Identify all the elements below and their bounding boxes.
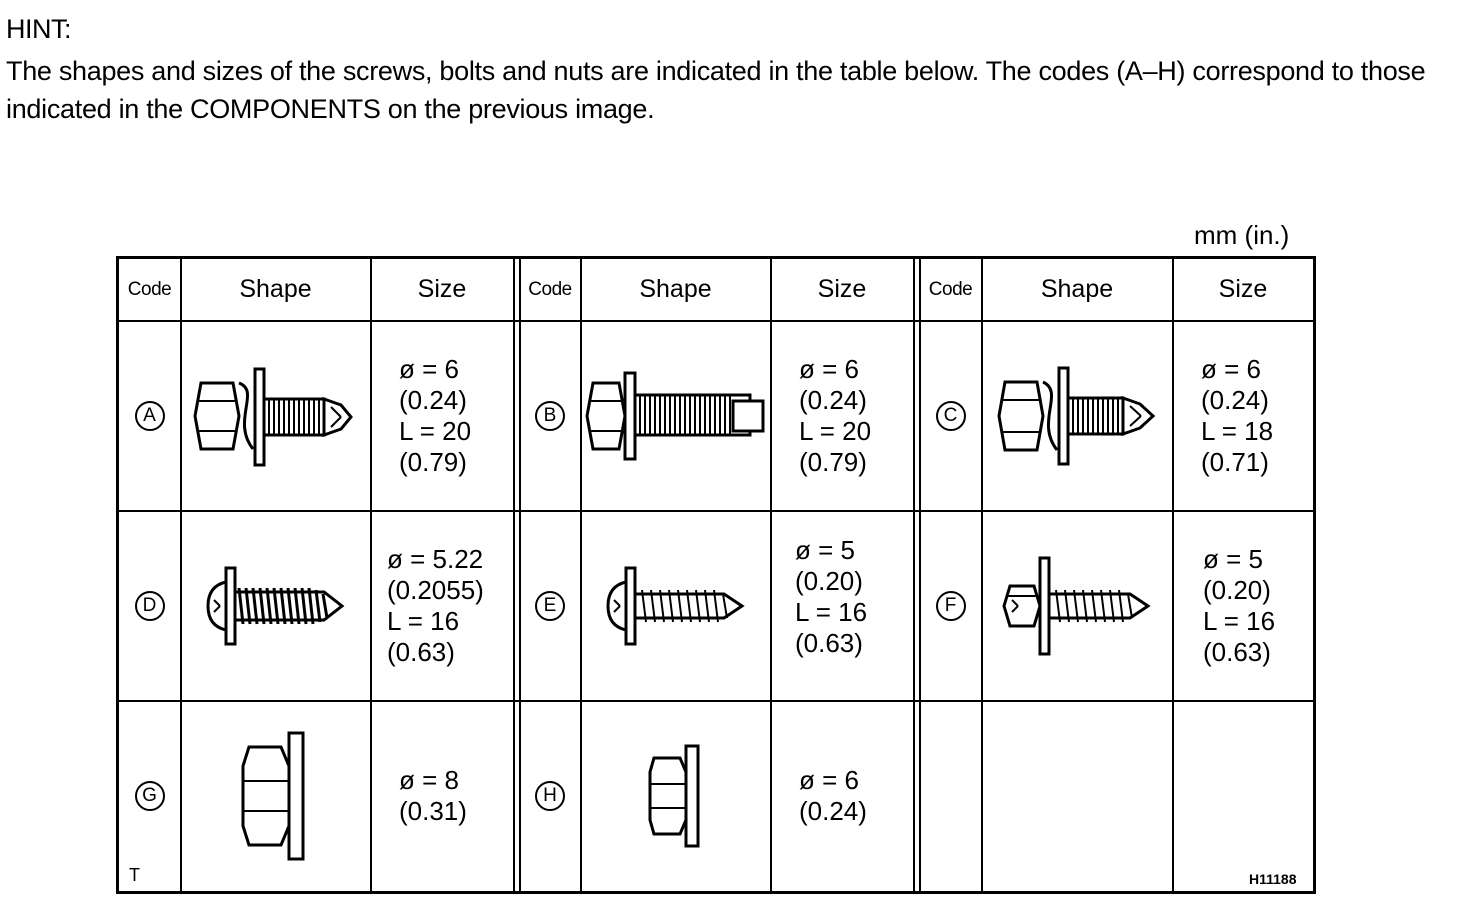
size-d-dia: ø = 5.22: [387, 543, 484, 574]
size-e-dia-in: (0.20): [795, 566, 863, 596]
size-d-len: L = 16: [387, 605, 460, 636]
size-a-dia-in: (0.24): [399, 384, 467, 415]
shape-cell-a: [181, 321, 370, 510]
shape-cell-f: [982, 511, 1172, 700]
shape-cell-c: [982, 321, 1172, 510]
size-a-dia: ø = 6: [399, 353, 459, 384]
size-cell-h: [771, 701, 913, 891]
shape-cell-g: [181, 701, 370, 891]
size-f-dia-in: (0.20): [1203, 574, 1271, 605]
header-size-2: Size: [817, 275, 867, 303]
units-label: mm (in.): [1194, 220, 1290, 250]
size-cell-c: [1173, 321, 1313, 510]
corner-mark: T: [129, 865, 140, 885]
size-f-dia: ø = 5: [1203, 543, 1263, 574]
size-a-len: L = 20: [399, 415, 472, 446]
code-e: E: [535, 591, 565, 621]
size-e-len-in: (0.63): [795, 628, 863, 658]
size-c-len: L = 18: [1201, 415, 1274, 446]
fastener-table: [116, 256, 1316, 894]
size-c-dia: ø = 6: [1201, 353, 1261, 384]
shape-cell-b: [581, 321, 770, 510]
code-cell-c: [920, 321, 981, 510]
code-cell-h: [520, 701, 580, 891]
hex-bolt-spring-washer-self-drilling-icon: [995, 366, 1160, 466]
shape-cell-e: [581, 511, 770, 700]
code-a: A: [135, 401, 165, 431]
size-cell-b: [771, 321, 913, 510]
size-cell-a: [371, 321, 513, 510]
size-e-len: L = 16: [795, 597, 868, 627]
size-h-dia: ø = 6: [799, 765, 859, 795]
size-cell-g: [371, 701, 513, 891]
code-d: D: [135, 591, 165, 621]
code-cell-f: [920, 511, 981, 700]
code-cell-e: [520, 511, 580, 700]
hex-head-tapping-screw-icon: [1002, 556, 1152, 656]
code-c: C: [936, 401, 966, 431]
size-f-len: L = 16: [1203, 605, 1276, 636]
size-g-dia-in: (0.31): [399, 796, 467, 826]
code-f: F: [936, 591, 966, 621]
header-size-3: Size: [1218, 275, 1268, 303]
shape-cell-d: [181, 511, 370, 700]
size-a-len-in: (0.79): [399, 446, 467, 477]
pan-head-tapping-screw-icon: [206, 566, 346, 646]
size-e-dia: ø = 5: [795, 535, 855, 565]
size-h-dia-in: (0.24): [799, 796, 867, 826]
size-cell-e: [771, 511, 913, 700]
size-d-len-in: (0.63): [387, 636, 455, 667]
code-cell-a: [119, 321, 180, 510]
size-c-dia-in: (0.24): [1201, 384, 1269, 415]
header-shape-3: Shape: [1040, 275, 1114, 303]
size-b-len: L = 20: [799, 415, 872, 446]
flange-bolt-icon: [583, 371, 768, 461]
flange-nut-icon: [241, 731, 311, 861]
size-f-len-in: (0.63): [1203, 636, 1271, 667]
hint-title: HINT:: [6, 14, 71, 44]
pan-head-tapping-screw-icon: [606, 566, 746, 646]
code-g: G: [135, 781, 165, 811]
hint-text: The shapes and sizes of the screws, bolts and nuts are indicated in the table below. The codes (A–H) correspond to those indicated in the COMPONENTS on the previous image.: [6, 56, 1426, 124]
header-code-1: Code: [127, 278, 172, 300]
size-cell-d: [371, 511, 513, 700]
size-cell-f: [1173, 511, 1313, 700]
header-size-1: Size: [417, 275, 467, 303]
header-shape-1: Shape: [239, 275, 312, 303]
size-d-dia-in: (0.2055): [387, 574, 484, 605]
code-cell-d: [119, 511, 180, 700]
size-b-dia-in: (0.24): [799, 384, 867, 415]
size-g-dia: ø = 8: [399, 765, 459, 795]
code-cell-b: [520, 321, 580, 510]
flange-nut-icon: [648, 744, 704, 848]
figure-ref: H11188: [1249, 871, 1297, 887]
header-code-2: Code: [528, 278, 572, 300]
shape-cell-h: [581, 701, 770, 891]
code-cell-g: [119, 701, 180, 891]
hex-bolt-spring-washer-self-drilling-icon: [191, 361, 361, 471]
code-b: B: [535, 401, 565, 431]
size-b-dia: ø = 6: [799, 353, 859, 384]
header-shape-2: Shape: [639, 275, 712, 303]
size-c-len-in: (0.71): [1201, 446, 1269, 477]
code-h: H: [535, 781, 565, 811]
size-b-len-in: (0.79): [799, 446, 867, 477]
header-code-3: Code: [928, 278, 973, 300]
